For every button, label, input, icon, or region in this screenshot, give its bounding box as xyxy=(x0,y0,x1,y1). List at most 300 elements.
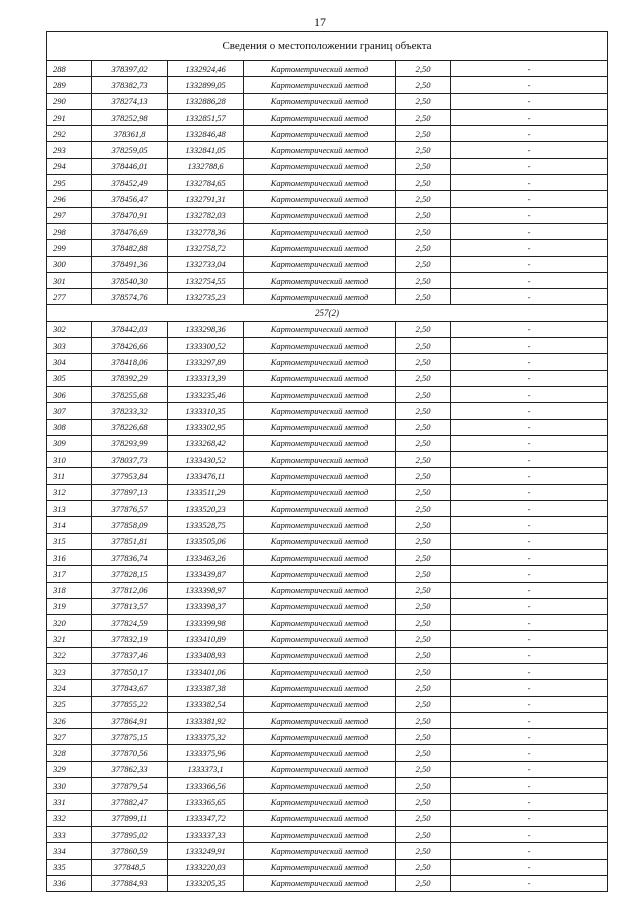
accuracy-cell: 2,50 xyxy=(396,875,451,891)
coord-x-cell: 377870,56 xyxy=(92,745,168,761)
coord-x-cell: 378274,13 xyxy=(92,93,168,109)
accuracy-cell: 2,50 xyxy=(396,109,451,125)
coord-x-cell: 377864,91 xyxy=(92,712,168,728)
description-cell: - xyxy=(451,61,608,77)
accuracy-cell: 2,50 xyxy=(396,501,451,517)
table-row xyxy=(47,859,608,875)
point-number-cell: 277 xyxy=(47,289,92,305)
table-row xyxy=(47,794,608,810)
point-number-cell: 301 xyxy=(47,272,92,288)
point-number-cell: 291 xyxy=(47,109,92,125)
section-label: 257(2) xyxy=(47,305,608,321)
coord-x-cell: 377860,59 xyxy=(92,843,168,859)
point-number-cell: 316 xyxy=(47,549,92,565)
method-cell: Картометрический метод xyxy=(244,712,396,728)
coord-y-cell: 1333410,89 xyxy=(168,631,244,647)
coord-x-cell: 377813,57 xyxy=(92,598,168,614)
accuracy-cell: 2,50 xyxy=(396,680,451,696)
method-cell: Картометрический метод xyxy=(244,729,396,745)
table-row xyxy=(47,289,608,305)
point-number-cell: 313 xyxy=(47,501,92,517)
description-cell: - xyxy=(451,240,608,256)
table-row xyxy=(47,435,608,451)
table-row xyxy=(47,517,608,533)
coord-y-cell: 1332846,48 xyxy=(168,126,244,142)
table-row xyxy=(47,158,608,174)
method-cell: Картометрический метод xyxy=(244,843,396,859)
coord-y-cell: 1332841,05 xyxy=(168,142,244,158)
method-cell: Картометрический метод xyxy=(244,566,396,582)
accuracy-cell: 2,50 xyxy=(396,484,451,500)
point-number-cell: 295 xyxy=(47,175,92,191)
description-cell: - xyxy=(451,680,608,696)
coord-y-cell: 1332788,6 xyxy=(168,158,244,174)
point-number-cell: 293 xyxy=(47,142,92,158)
description-cell: - xyxy=(451,370,608,386)
point-number-cell: 333 xyxy=(47,826,92,842)
description-cell: - xyxy=(451,158,608,174)
point-number-cell: 315 xyxy=(47,533,92,549)
point-number-cell: 299 xyxy=(47,240,92,256)
coord-x-cell: 377837,46 xyxy=(92,647,168,663)
coord-x-cell: 377879,54 xyxy=(92,778,168,794)
description-cell: - xyxy=(451,484,608,500)
table-row xyxy=(47,582,608,598)
point-number-cell: 298 xyxy=(47,223,92,239)
description-cell: - xyxy=(451,696,608,712)
point-number-cell: 290 xyxy=(47,93,92,109)
coord-x-cell: 377884,93 xyxy=(92,875,168,891)
point-number-cell: 310 xyxy=(47,452,92,468)
description-cell: - xyxy=(451,468,608,484)
table-row xyxy=(47,696,608,712)
point-number-cell: 327 xyxy=(47,729,92,745)
description-cell: - xyxy=(451,386,608,402)
description-cell: - xyxy=(451,712,608,728)
table-row xyxy=(47,810,608,826)
coord-y-cell: 1332791,31 xyxy=(168,191,244,207)
method-cell: Картометрический метод xyxy=(244,338,396,354)
description-cell: - xyxy=(451,77,608,93)
coord-x-cell: 377897,13 xyxy=(92,484,168,500)
method-cell: Картометрический метод xyxy=(244,289,396,305)
table-row xyxy=(47,403,608,419)
table-row xyxy=(47,501,608,517)
accuracy-cell: 2,50 xyxy=(396,778,451,794)
description-cell: - xyxy=(451,729,608,745)
point-number-cell: 308 xyxy=(47,419,92,435)
table-row xyxy=(47,142,608,158)
accuracy-cell: 2,50 xyxy=(396,745,451,761)
description-cell: - xyxy=(451,501,608,517)
point-number-cell: 297 xyxy=(47,207,92,223)
point-number-cell: 306 xyxy=(47,386,92,402)
accuracy-cell: 2,50 xyxy=(396,761,451,777)
point-number-cell: 317 xyxy=(47,566,92,582)
table-row xyxy=(47,419,608,435)
description-cell: - xyxy=(451,745,608,761)
coord-x-cell: 377836,74 xyxy=(92,549,168,565)
accuracy-cell: 2,50 xyxy=(396,810,451,826)
coord-x-cell: 378442,03 xyxy=(92,321,168,337)
method-cell: Картометрический метод xyxy=(244,207,396,223)
description-cell: - xyxy=(451,126,608,142)
description-cell: - xyxy=(451,549,608,565)
table-row xyxy=(47,175,608,191)
coord-y-cell: 1333511,29 xyxy=(168,484,244,500)
point-number-cell: 292 xyxy=(47,126,92,142)
coord-x-cell: 378540,30 xyxy=(92,272,168,288)
table-row xyxy=(47,93,608,109)
method-cell: Картометрический метод xyxy=(244,142,396,158)
coord-x-cell: 378482,88 xyxy=(92,240,168,256)
coord-y-cell: 1333401,06 xyxy=(168,663,244,679)
table-row xyxy=(47,745,608,761)
method-cell: Картометрический метод xyxy=(244,859,396,875)
description-cell: - xyxy=(451,321,608,337)
description-cell: - xyxy=(451,272,608,288)
description-cell: - xyxy=(451,859,608,875)
accuracy-cell: 2,50 xyxy=(396,272,451,288)
table-row xyxy=(47,647,608,663)
point-number-cell: 322 xyxy=(47,647,92,663)
point-number-cell: 334 xyxy=(47,843,92,859)
coord-y-cell: 1333347,72 xyxy=(168,810,244,826)
accuracy-cell: 2,50 xyxy=(396,663,451,679)
method-cell: Картометрический метод xyxy=(244,386,396,402)
table-row xyxy=(47,566,608,582)
coord-y-cell: 1333398,97 xyxy=(168,582,244,598)
method-cell: Картометрический метод xyxy=(244,223,396,239)
coord-x-cell: 378293,99 xyxy=(92,435,168,451)
accuracy-cell: 2,50 xyxy=(396,158,451,174)
point-number-cell: 319 xyxy=(47,598,92,614)
point-number-cell: 329 xyxy=(47,761,92,777)
coord-y-cell: 1333297,89 xyxy=(168,354,244,370)
coord-x-cell: 377843,67 xyxy=(92,680,168,696)
description-cell: - xyxy=(451,223,608,239)
method-cell: Картометрический метод xyxy=(244,370,396,386)
accuracy-cell: 2,50 xyxy=(396,517,451,533)
accuracy-cell: 2,50 xyxy=(396,207,451,223)
coord-x-cell: 378452,49 xyxy=(92,175,168,191)
coord-x-cell: 378470,91 xyxy=(92,207,168,223)
coord-y-cell: 1333313,39 xyxy=(168,370,244,386)
method-cell: Картометрический метод xyxy=(244,696,396,712)
coord-y-cell: 1333249,91 xyxy=(168,843,244,859)
point-number-cell: 294 xyxy=(47,158,92,174)
description-cell: - xyxy=(451,794,608,810)
description-cell: - xyxy=(451,93,608,109)
table-row xyxy=(47,615,608,631)
table-row xyxy=(47,370,608,386)
method-cell: Картометрический метод xyxy=(244,191,396,207)
table-title: Сведения о местоположении границ объекта xyxy=(47,32,608,61)
accuracy-cell: 2,50 xyxy=(396,240,451,256)
accuracy-cell: 2,50 xyxy=(396,843,451,859)
coord-x-cell: 377875,15 xyxy=(92,729,168,745)
table-row xyxy=(47,843,608,859)
coord-y-cell: 1332782,03 xyxy=(168,207,244,223)
accuracy-cell: 2,50 xyxy=(396,93,451,109)
description-cell: - xyxy=(451,582,608,598)
coord-x-cell: 377882,47 xyxy=(92,794,168,810)
table-row xyxy=(47,680,608,696)
table-row xyxy=(47,712,608,728)
table-row xyxy=(47,761,608,777)
description-cell: - xyxy=(451,615,608,631)
method-cell: Картометрический метод xyxy=(244,158,396,174)
table-row xyxy=(47,223,608,239)
coord-y-cell: 1333366,56 xyxy=(168,778,244,794)
accuracy-cell: 2,50 xyxy=(396,338,451,354)
description-cell: - xyxy=(451,843,608,859)
coord-x-cell: 377876,57 xyxy=(92,501,168,517)
table-row xyxy=(47,875,608,891)
description-cell: - xyxy=(451,566,608,582)
method-cell: Картометрический метод xyxy=(244,321,396,337)
method-cell: Картометрический метод xyxy=(244,582,396,598)
accuracy-cell: 2,50 xyxy=(396,712,451,728)
coord-x-cell: 377850,17 xyxy=(92,663,168,679)
coord-x-cell: 378259,05 xyxy=(92,142,168,158)
accuracy-cell: 2,50 xyxy=(396,598,451,614)
accuracy-cell: 2,50 xyxy=(396,354,451,370)
description-cell: - xyxy=(451,631,608,647)
accuracy-cell: 2,50 xyxy=(396,386,451,402)
accuracy-cell: 2,50 xyxy=(396,452,451,468)
coord-x-cell: 378392,29 xyxy=(92,370,168,386)
point-number-cell: 328 xyxy=(47,745,92,761)
coord-y-cell: 1332899,05 xyxy=(168,77,244,93)
method-cell: Картометрический метод xyxy=(244,126,396,142)
method-cell: Картометрический метод xyxy=(244,61,396,77)
coord-y-cell: 1332886,28 xyxy=(168,93,244,109)
description-cell: - xyxy=(451,191,608,207)
coord-y-cell: 1333398,37 xyxy=(168,598,244,614)
table-row xyxy=(47,484,608,500)
table-row xyxy=(47,468,608,484)
method-cell: Картометрический метод xyxy=(244,826,396,842)
table-row xyxy=(47,549,608,565)
description-cell: - xyxy=(451,403,608,419)
point-number-cell: 300 xyxy=(47,256,92,272)
coord-x-cell: 378252,98 xyxy=(92,109,168,125)
coord-y-cell: 1333302,95 xyxy=(168,419,244,435)
accuracy-cell: 2,50 xyxy=(396,403,451,419)
description-cell: - xyxy=(451,207,608,223)
description-cell: - xyxy=(451,761,608,777)
coord-y-cell: 1332754,55 xyxy=(168,272,244,288)
coord-x-cell: 378382,73 xyxy=(92,77,168,93)
coord-x-cell: 378397,02 xyxy=(92,61,168,77)
coord-x-cell: 378418,06 xyxy=(92,354,168,370)
accuracy-cell: 2,50 xyxy=(396,289,451,305)
point-number-cell: 325 xyxy=(47,696,92,712)
point-number-cell: 335 xyxy=(47,859,92,875)
coord-y-cell: 1333463,26 xyxy=(168,549,244,565)
description-cell: - xyxy=(451,289,608,305)
accuracy-cell: 2,50 xyxy=(396,321,451,337)
point-number-cell: 305 xyxy=(47,370,92,386)
accuracy-cell: 2,50 xyxy=(396,419,451,435)
point-number-cell: 323 xyxy=(47,663,92,679)
description-cell: - xyxy=(451,533,608,549)
coord-y-cell: 1333365,65 xyxy=(168,794,244,810)
coord-y-cell: 1333408,93 xyxy=(168,647,244,663)
page-number: 17 xyxy=(314,15,326,29)
method-cell: Картометрический метод xyxy=(244,354,396,370)
coord-y-cell: 1333375,96 xyxy=(168,745,244,761)
table-title-row xyxy=(47,32,608,61)
method-cell: Картометрический метод xyxy=(244,631,396,647)
coord-y-cell: 1333300,52 xyxy=(168,338,244,354)
description-cell: - xyxy=(451,663,608,679)
description-cell: - xyxy=(451,175,608,191)
point-number-cell: 289 xyxy=(47,77,92,93)
table-row xyxy=(47,207,608,223)
table-row xyxy=(47,826,608,842)
coord-x-cell: 377812,06 xyxy=(92,582,168,598)
method-cell: Картометрический метод xyxy=(244,435,396,451)
coord-y-cell: 1332733,04 xyxy=(168,256,244,272)
method-cell: Картометрический метод xyxy=(244,794,396,810)
coord-x-cell: 377862,33 xyxy=(92,761,168,777)
coord-x-cell: 377858,09 xyxy=(92,517,168,533)
coord-y-cell: 1333528,75 xyxy=(168,517,244,533)
accuracy-cell: 2,50 xyxy=(396,468,451,484)
coord-x-cell: 378426,66 xyxy=(92,338,168,354)
accuracy-cell: 2,50 xyxy=(396,126,451,142)
coord-x-cell: 377895,02 xyxy=(92,826,168,842)
point-number-cell: 332 xyxy=(47,810,92,826)
description-cell: - xyxy=(451,875,608,891)
coord-x-cell: 377899,11 xyxy=(92,810,168,826)
description-cell: - xyxy=(451,256,608,272)
section-row xyxy=(47,305,608,321)
table-row xyxy=(47,109,608,125)
coord-x-cell: 377953,84 xyxy=(92,468,168,484)
coord-y-cell: 1333235,46 xyxy=(168,386,244,402)
accuracy-cell: 2,50 xyxy=(396,631,451,647)
method-cell: Картометрический метод xyxy=(244,109,396,125)
description-cell: - xyxy=(451,517,608,533)
table-row xyxy=(47,354,608,370)
coord-y-cell: 1333387,38 xyxy=(168,680,244,696)
accuracy-cell: 2,50 xyxy=(396,794,451,810)
description-cell: - xyxy=(451,647,608,663)
method-cell: Картометрический метод xyxy=(244,663,396,679)
table-row xyxy=(47,386,608,402)
table-row xyxy=(47,663,608,679)
method-cell: Картометрический метод xyxy=(244,615,396,631)
coord-y-cell: 1333375,32 xyxy=(168,729,244,745)
accuracy-cell: 2,50 xyxy=(396,729,451,745)
point-number-cell: 331 xyxy=(47,794,92,810)
coord-x-cell: 378226,68 xyxy=(92,419,168,435)
point-number-cell: 311 xyxy=(47,468,92,484)
table-row xyxy=(47,256,608,272)
coord-x-cell: 377832,19 xyxy=(92,631,168,647)
point-number-cell: 314 xyxy=(47,517,92,533)
point-number-cell: 320 xyxy=(47,615,92,631)
method-cell: Картометрический метод xyxy=(244,240,396,256)
coord-x-cell: 378255,68 xyxy=(92,386,168,402)
table-row xyxy=(47,631,608,647)
point-number-cell: 304 xyxy=(47,354,92,370)
coord-y-cell: 1332778,36 xyxy=(168,223,244,239)
accuracy-cell: 2,50 xyxy=(396,61,451,77)
method-cell: Картометрический метод xyxy=(244,77,396,93)
method-cell: Картометрический метод xyxy=(244,533,396,549)
point-number-cell: 307 xyxy=(47,403,92,419)
table-row xyxy=(47,533,608,549)
description-cell: - xyxy=(451,338,608,354)
coord-y-cell: 1333298,36 xyxy=(168,321,244,337)
coord-y-cell: 1333373,1 xyxy=(168,761,244,777)
point-number-cell: 312 xyxy=(47,484,92,500)
table-row xyxy=(47,61,608,77)
method-cell: Картометрический метод xyxy=(244,875,396,891)
coord-y-cell: 1333382,54 xyxy=(168,696,244,712)
description-cell: - xyxy=(451,778,608,794)
point-number-cell: 309 xyxy=(47,435,92,451)
table-row xyxy=(47,452,608,468)
coord-y-cell: 1332758,72 xyxy=(168,240,244,256)
description-cell: - xyxy=(451,109,608,125)
description-cell: - xyxy=(451,142,608,158)
method-cell: Картометрический метод xyxy=(244,419,396,435)
coord-x-cell: 377828,15 xyxy=(92,566,168,582)
table-row xyxy=(47,729,608,745)
method-cell: Картометрический метод xyxy=(244,272,396,288)
point-number-cell: 296 xyxy=(47,191,92,207)
accuracy-cell: 2,50 xyxy=(396,77,451,93)
coord-x-cell: 377855,22 xyxy=(92,696,168,712)
method-cell: Картометрический метод xyxy=(244,810,396,826)
accuracy-cell: 2,50 xyxy=(396,647,451,663)
accuracy-cell: 2,50 xyxy=(396,582,451,598)
method-cell: Картометрический метод xyxy=(244,778,396,794)
table-row xyxy=(47,77,608,93)
coord-x-cell: 377848,5 xyxy=(92,859,168,875)
point-number-cell: 303 xyxy=(47,338,92,354)
accuracy-cell: 2,50 xyxy=(396,175,451,191)
method-cell: Картометрический метод xyxy=(244,403,396,419)
point-number-cell: 318 xyxy=(47,582,92,598)
accuracy-cell: 2,50 xyxy=(396,370,451,386)
coord-y-cell: 1333205,35 xyxy=(168,875,244,891)
description-cell: - xyxy=(451,419,608,435)
accuracy-cell: 2,50 xyxy=(396,223,451,239)
coord-y-cell: 1332784,65 xyxy=(168,175,244,191)
point-number-cell: 330 xyxy=(47,778,92,794)
accuracy-cell: 2,50 xyxy=(396,533,451,549)
table-row xyxy=(47,191,608,207)
accuracy-cell: 2,50 xyxy=(396,191,451,207)
accuracy-cell: 2,50 xyxy=(396,615,451,631)
coord-y-cell: 1333381,92 xyxy=(168,712,244,728)
description-cell: - xyxy=(451,810,608,826)
accuracy-cell: 2,50 xyxy=(396,826,451,842)
table-row xyxy=(47,338,608,354)
table-row xyxy=(47,778,608,794)
coord-y-cell: 1332735,23 xyxy=(168,289,244,305)
coord-x-cell: 378446,01 xyxy=(92,158,168,174)
coord-y-cell: 1333476,11 xyxy=(168,468,244,484)
coord-y-cell: 1333399,98 xyxy=(168,615,244,631)
method-cell: Картометрический метод xyxy=(244,175,396,191)
